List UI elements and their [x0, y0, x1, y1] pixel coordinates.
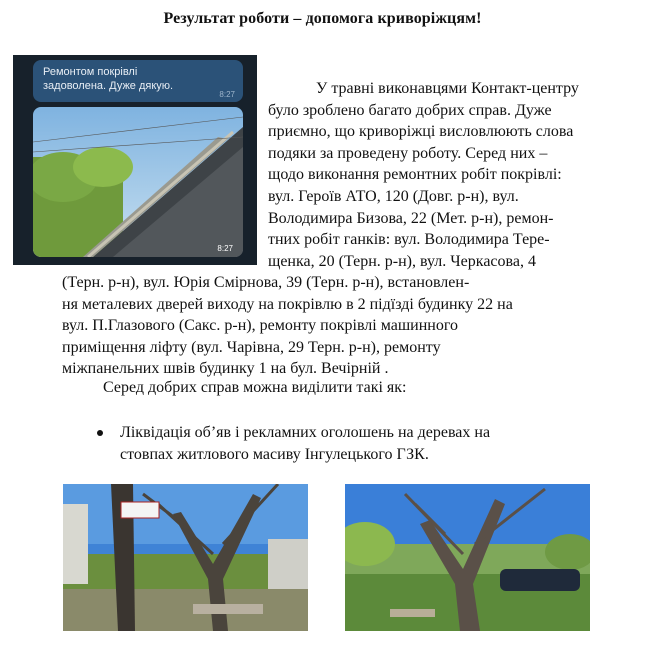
- paragraph-line: щенка, 20 (Терн. р-н), вул. Черкасова, 4: [268, 252, 536, 270]
- paragraph-line: приміщення ліфту (вул. Чарівна, 29 Терн. р-н), ремонту: [62, 338, 441, 356]
- roof-photo: [33, 107, 243, 257]
- main-paragraph-top: [268, 78, 626, 272]
- chat-message-line: задоволена. Дуже дякую.: [43, 80, 174, 92]
- bullet-list-item: [120, 422, 620, 466]
- bullet-dot-icon: [97, 430, 103, 436]
- paragraph-line: міжпанельних швів будинку 1 на бул. Вечірній .: [62, 360, 389, 378]
- paragraph-line: щодо виконання ремонтних робіт покрівлі:: [268, 166, 562, 184]
- paragraph-line: Володимира Бизова, 22 (Мет. р-н), ремон-: [268, 209, 554, 227]
- bullet-line: Ліквідація об’яв і рекламних оголошень на деревах на: [120, 424, 491, 441]
- good-deeds-subheading: Серед добрих справ можна виділити такі як:: [103, 379, 407, 396]
- chat-message-bubble: [33, 60, 243, 102]
- roof-photo-drawing: [33, 107, 243, 257]
- paragraph-line: тних робіт ганків: вул. Володимира Тере-: [268, 231, 550, 249]
- paragraph-line: ня металевих дверей виходу на покрівлю в 2 підїзді будинку 22 на: [62, 295, 513, 313]
- paragraph-line: було зроблено багато добрих справ. Дуже: [268, 101, 552, 119]
- chat-screenshot-image: [13, 55, 257, 265]
- paragraph-line: (Терн. р-н), вул. Юрія Смірнова, 39 (Терн. р-н), встановлен-: [62, 274, 470, 291]
- tree-photo-right: [345, 484, 590, 631]
- tree-photo-left-drawing: [63, 484, 308, 631]
- main-paragraph-bottom: [62, 272, 626, 380]
- tree-photo-right-drawing: [345, 484, 590, 631]
- chat-photo-time: 8:27: [217, 244, 233, 253]
- chat-message-line: Ремонтом покрівлі: [43, 66, 138, 78]
- paragraph-line: подяки за проведену роботу. Серед них –: [268, 144, 548, 162]
- paragraph-line: вул. П.Глазового (Сакс. р-н), ремонту покрівлі машинного: [62, 317, 459, 335]
- chat-message-text: [43, 65, 173, 93]
- paragraph-line: вул. Героїв АТО, 120 (Довг. р-н), вул.: [268, 187, 519, 205]
- bullet-line: стовпах житлового масиву Інгулецького ГЗК.: [120, 446, 429, 463]
- paragraph-line: приємно, що криворіжці висловлюють слова: [268, 123, 574, 141]
- tree-photo-left: [63, 484, 308, 631]
- page-title: Результат роботи – допомога криворіжцям!: [163, 10, 482, 27]
- chat-message-time: 8:27: [219, 90, 235, 99]
- paragraph-line: У травні виконавцями Контакт-центру: [316, 80, 579, 97]
